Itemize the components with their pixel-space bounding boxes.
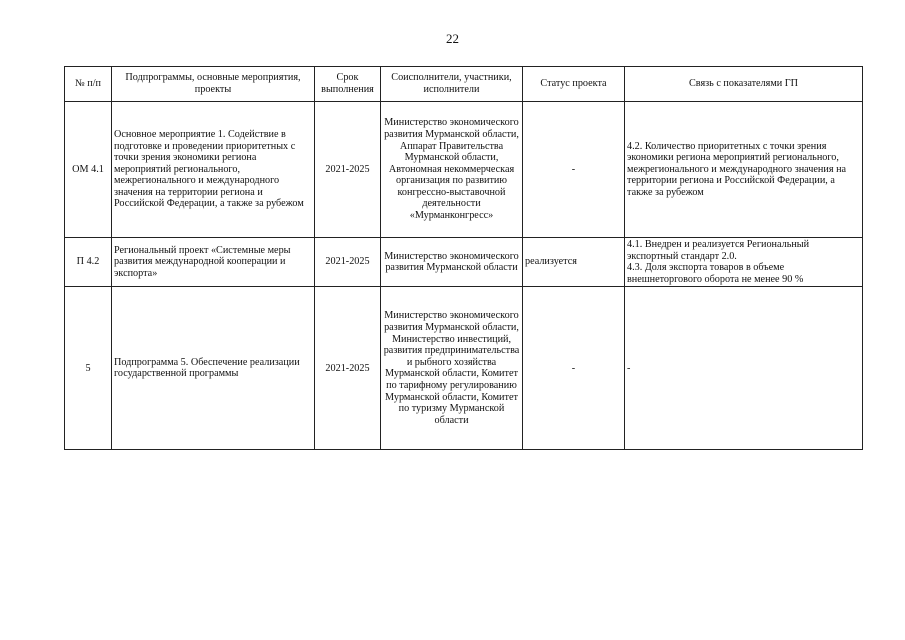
- link-line: 4.3. Доля экспорта товаров в объеме внешнеторгового оборота не менее 90 %: [627, 262, 804, 285]
- table-header-row: [65, 67, 863, 102]
- cell-executors: Министерство экономического развития Мурманской области, Министерство инвестиций, развития предпринимательства и рыбного хозяйства Мурманской области, Комитет по тарифному регулированию Мурманской области, Комитет по туризму Мурманской области: [381, 287, 523, 450]
- table-row: [65, 238, 863, 287]
- cell-status: реализуется: [523, 238, 625, 287]
- link-line: 4.1. Внедрен и реализуется Региональный экспортный стандарт 2.0.: [627, 239, 810, 262]
- cell-link: -: [625, 287, 863, 450]
- cell-num: П 4.2: [65, 238, 112, 287]
- cell-num: ОМ 4.1: [65, 102, 112, 238]
- cell-link: [625, 238, 863, 287]
- cell-executors: Министерство экономического развития Мурманской области: [381, 238, 523, 287]
- cell-name: Основное мероприятие 1. Содействие в подготовке и проведении приоритетных с точки зрения экономики региона мероприятий регионального, межрегионального и международного значения на территории региона и Российской Федерации, а также за рубежом: [112, 102, 315, 238]
- cell-status: -: [523, 287, 625, 450]
- cell-name: Региональный проект «Системные меры развития международной кооперации и экспорта»: [112, 238, 315, 287]
- header-term: Срок выполнения: [315, 67, 381, 102]
- header-name: Подпрограммы, основные мероприятия, проекты: [112, 67, 315, 102]
- cell-name: Подпрограмма 5. Обеспечение реализации государственной программы: [112, 287, 315, 450]
- cell-status: -: [523, 102, 625, 238]
- program-table: [64, 66, 863, 450]
- cell-link: 4.2. Количество приоритетных с точки зрения экономики региона мероприятий регионального, межрегионального и международного значения на территории региона и Российской Федерации, а также за рубежом: [625, 102, 863, 238]
- cell-num: 5: [65, 287, 112, 450]
- header-status: Статус проекта: [523, 67, 625, 102]
- cell-term: 2021-2025: [315, 287, 381, 450]
- header-link: Связь с показателями ГП: [625, 67, 863, 102]
- cell-term: 2021-2025: [315, 102, 381, 238]
- table-row: [65, 102, 863, 238]
- header-executors: Соисполнители, участники, исполнители: [381, 67, 523, 102]
- table-row: [65, 287, 863, 450]
- cell-term: 2021-2025: [315, 238, 381, 287]
- cell-executors: Министерство экономического развития Мурманской области, Аппарат Правительства Мурманской области, Автономная некоммерческая организация по развитию конгрессно-выставочной деятельности «Мурманконгресс»: [381, 102, 523, 238]
- page-number: 22: [446, 31, 459, 46]
- header-num: № п/п: [65, 67, 112, 102]
